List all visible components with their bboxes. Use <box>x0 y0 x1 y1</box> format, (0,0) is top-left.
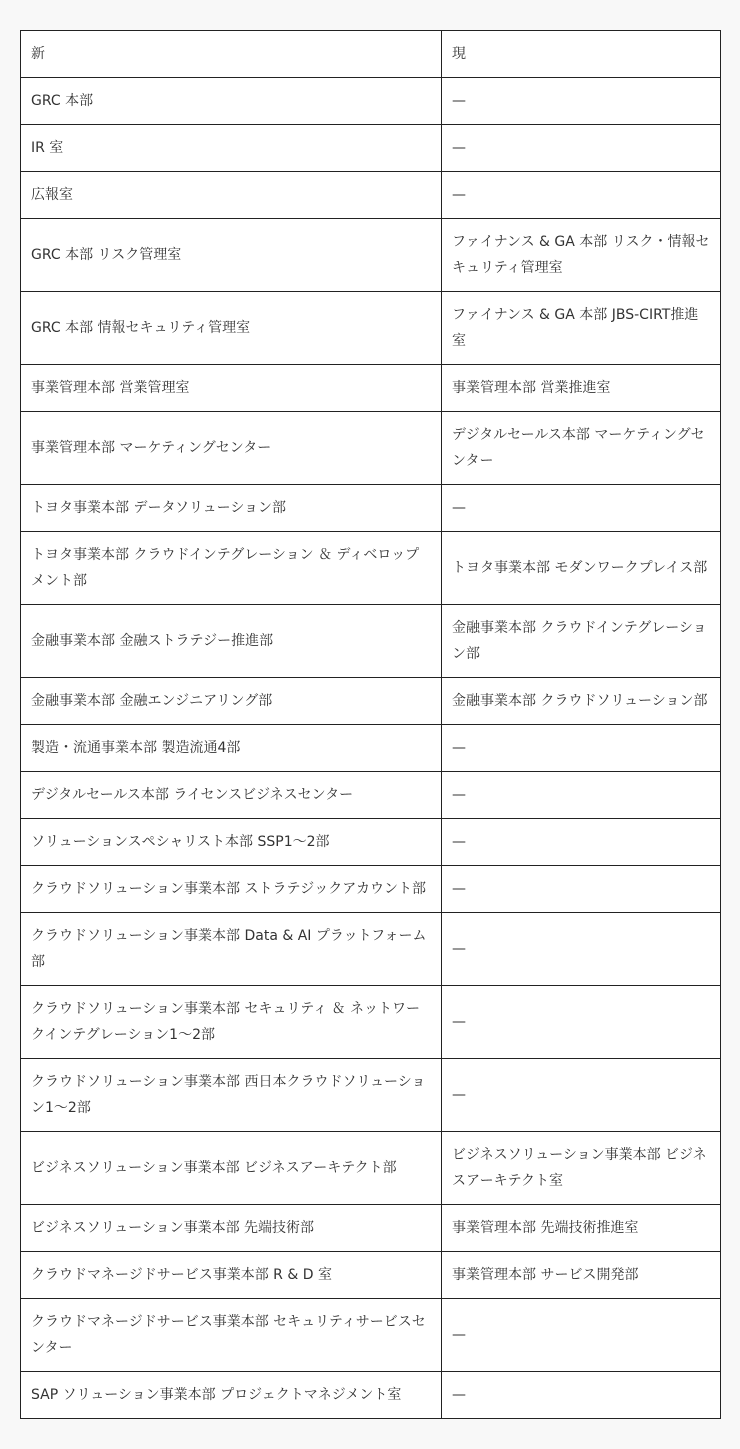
cell-current: — <box>442 866 721 913</box>
cell-new: クラウドソリューション事業本部 ストラテジックアカウント部 <box>21 866 442 913</box>
cell-new: トヨタ事業本部 クラウドインテグレーション ＆ ディベロップメント部 <box>21 532 442 605</box>
cell-new: デジタルセールス本部 ライセンスビジネスセンター <box>21 772 442 819</box>
cell-current: — <box>442 1059 721 1132</box>
cell-current: 金融事業本部 クラウドソリューション部 <box>442 678 721 725</box>
cell-new: 事業管理本部 マーケティングセンター <box>21 412 442 485</box>
cell-current: ビジネスソリューション事業本部 ビジネスアーキテクト室 <box>442 1132 721 1205</box>
cell-new: ソリューションスペシャリスト本部 SSP1～2部 <box>21 819 442 866</box>
cell-new: クラウドマネージドサービス事業本部 R & D 室 <box>21 1252 442 1299</box>
cell-new: 金融事業本部 金融エンジニアリング部 <box>21 678 442 725</box>
cell-new: 広報室 <box>21 172 442 219</box>
cell-new: クラウドソリューション事業本部 西日本クラウドソリューション1～2部 <box>21 1059 442 1132</box>
cell-current: — <box>442 725 721 772</box>
cell-new: 製造・流通事業本部 製造流通4部 <box>21 725 442 772</box>
table-header-row <box>21 31 721 78</box>
table-row <box>21 365 721 412</box>
cell-current: — <box>442 913 721 986</box>
cell-new: クラウドソリューション事業本部 セキュリティ ＆ ネットワークインテグレーション1～2部 <box>21 986 442 1059</box>
table-row <box>21 292 721 365</box>
table-row <box>21 125 721 172</box>
table-row <box>21 605 721 678</box>
cell-new: ビジネスソリューション事業本部 先端技術部 <box>21 1205 442 1252</box>
cell-current: デジタルセールス本部 マーケティングセンター <box>442 412 721 485</box>
table-row <box>21 219 721 292</box>
cell-new: SAP ソリューション事業本部 プロジェクトマネジメント室 <box>21 1372 442 1419</box>
cell-current: トヨタ事業本部 モダンワークプレイス部 <box>442 532 721 605</box>
table-row <box>21 986 721 1059</box>
org-table <box>20 30 721 1419</box>
cell-current: 事業管理本部 サービス開発部 <box>442 1252 721 1299</box>
cell-current: — <box>442 1299 721 1372</box>
table-row <box>21 725 721 772</box>
table-row <box>21 913 721 986</box>
cell-current: ファイナンス & GA 本部 リスク・情報セキュリティ管理室 <box>442 219 721 292</box>
cell-current: ファイナンス & GA 本部 JBS-CIRT推進室 <box>442 292 721 365</box>
cell-current: — <box>442 125 721 172</box>
table-row <box>21 819 721 866</box>
header-current: 現 <box>442 31 721 78</box>
table-row <box>21 678 721 725</box>
table-row <box>21 772 721 819</box>
cell-current: 事業管理本部 営業推進室 <box>442 365 721 412</box>
cell-new: GRC 本部 情報セキュリティ管理室 <box>21 292 442 365</box>
table-row <box>21 1372 721 1419</box>
table-row <box>21 78 721 125</box>
cell-current: — <box>442 819 721 866</box>
cell-new: クラウドソリューション事業本部 Data & AI プラットフォーム部 <box>21 913 442 986</box>
table-row <box>21 866 721 913</box>
cell-current: 事業管理本部 先端技術推進室 <box>442 1205 721 1252</box>
cell-current: — <box>442 78 721 125</box>
header-new: 新 <box>21 31 442 78</box>
cell-current: — <box>442 172 721 219</box>
cell-current: — <box>442 986 721 1059</box>
cell-new: 金融事業本部 金融ストラテジー推進部 <box>21 605 442 678</box>
organization-change-table <box>20 30 720 1418</box>
table-row <box>21 1132 721 1205</box>
cell-new: トヨタ事業本部 データソリューション部 <box>21 485 442 532</box>
cell-current: — <box>442 1372 721 1419</box>
table-row <box>21 172 721 219</box>
table-row <box>21 1205 721 1252</box>
cell-current: 金融事業本部 クラウドインテグレーション部 <box>442 605 721 678</box>
cell-new: クラウドマネージドサービス事業本部 セキュリティサービスセンター <box>21 1299 442 1372</box>
table-row <box>21 1059 721 1132</box>
table-row <box>21 1299 721 1372</box>
table-row <box>21 412 721 485</box>
cell-new: ビジネスソリューション事業本部 ビジネスアーキテクト部 <box>21 1132 442 1205</box>
cell-new: GRC 本部 <box>21 78 442 125</box>
cell-new: 事業管理本部 営業管理室 <box>21 365 442 412</box>
cell-new: IR 室 <box>21 125 442 172</box>
table-row <box>21 485 721 532</box>
table-row <box>21 1252 721 1299</box>
table-row <box>21 532 721 605</box>
cell-new: GRC 本部 リスク管理室 <box>21 219 442 292</box>
cell-current: — <box>442 485 721 532</box>
cell-current: — <box>442 772 721 819</box>
